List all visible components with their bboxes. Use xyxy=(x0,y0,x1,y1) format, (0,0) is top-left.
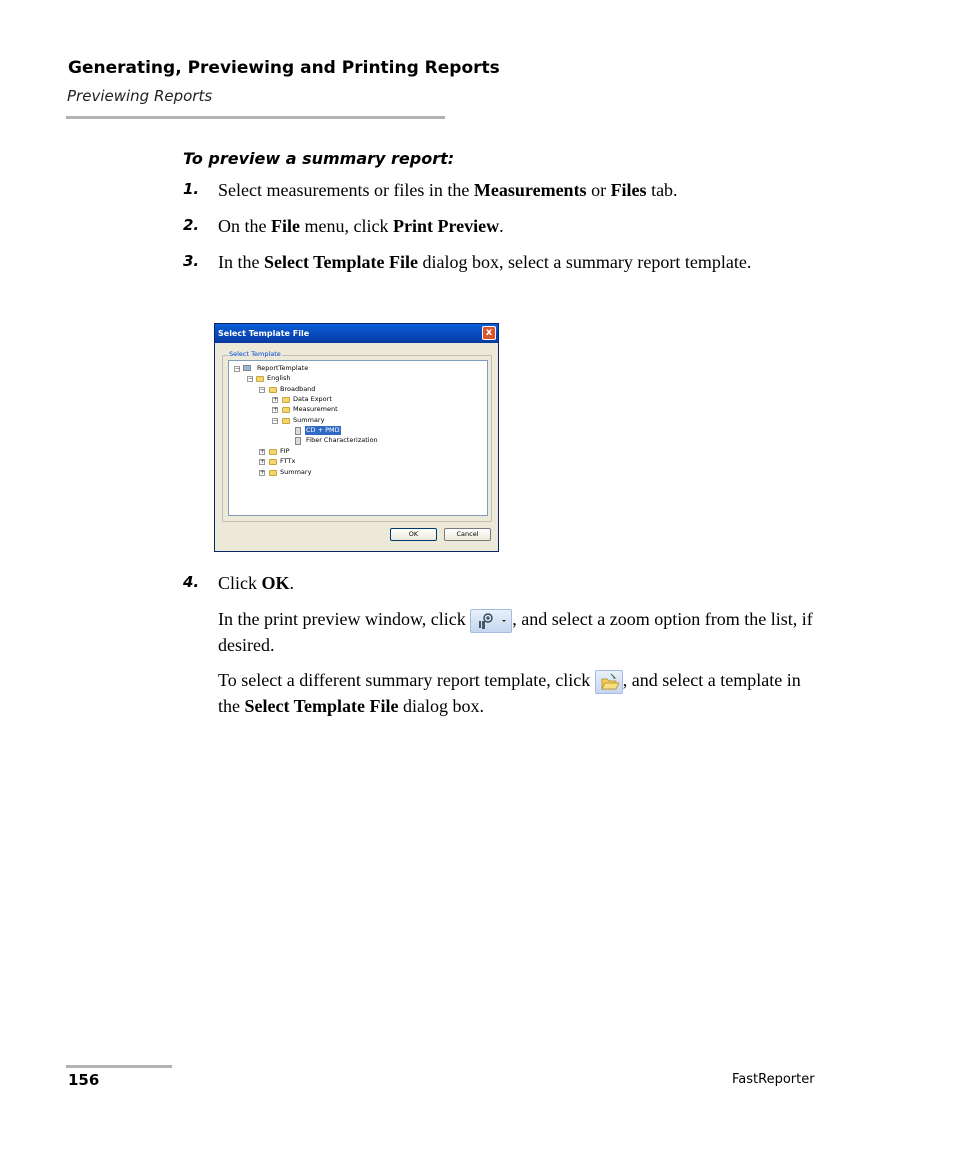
zoom-note: In the print preview window, click , and select a zoom option from the list, if desired. xyxy=(218,609,813,655)
zoom-button-icon[interactable] xyxy=(470,609,512,633)
template-note: To select a different summary report template, click , and select a template in the Select Template File dialog box. xyxy=(218,670,801,716)
root-icon xyxy=(243,365,251,371)
tree-node-summary-broadband[interactable]: Summary xyxy=(293,416,325,424)
tree-node-fttx[interactable]: FTTx xyxy=(280,457,296,465)
folder-icon xyxy=(282,407,290,413)
footer-rule xyxy=(66,1065,172,1068)
step-text-1: Select measurements or files in the Measurements or Files tab. xyxy=(218,180,678,200)
folder-icon xyxy=(269,459,277,465)
procedure-title: To preview a summary report: xyxy=(183,149,455,168)
step-number-3: 3. xyxy=(183,252,200,270)
ok-button[interactable]: OK xyxy=(390,528,437,541)
header-rule xyxy=(66,116,445,119)
expand-icon[interactable]: + xyxy=(273,396,279,403)
section-title: Previewing Reports xyxy=(67,87,213,105)
dialog-title: Select Template File xyxy=(218,329,310,338)
template-tree[interactable] xyxy=(228,360,488,516)
chapter-title: Generating, Previewing and Printing Reports xyxy=(68,58,500,78)
tree-node-summary[interactable]: Summary xyxy=(280,468,312,476)
tree-node-english[interactable]: English xyxy=(267,374,291,382)
tree-node-broadband[interactable]: Broadband xyxy=(280,385,316,393)
select-template-dialog xyxy=(214,323,499,552)
folder-icon xyxy=(256,376,264,382)
folder-icon xyxy=(282,418,290,424)
product-name: FastReporter xyxy=(732,1072,815,1087)
tree-node-root[interactable]: ReportTemplate xyxy=(257,364,309,372)
step-number-1: 1. xyxy=(183,180,200,198)
cancel-button[interactable]: Cancel xyxy=(444,528,491,541)
folder-icon xyxy=(269,387,277,393)
template-file-icon xyxy=(295,427,301,435)
folder-icon xyxy=(269,449,277,455)
step-number-2: 2. xyxy=(183,216,200,234)
expand-icon[interactable]: + xyxy=(260,448,266,455)
collapse-icon[interactable]: − xyxy=(273,417,279,424)
expand-icon[interactable]: + xyxy=(273,406,279,413)
open-folder-icon[interactable] xyxy=(595,670,623,694)
folder-icon xyxy=(282,397,290,403)
tree-node-data-export[interactable]: Data Export xyxy=(293,395,332,403)
template-file-icon xyxy=(295,437,301,445)
group-label: Select Template xyxy=(229,350,281,358)
expand-icon[interactable]: + xyxy=(260,469,266,476)
tree-node-measurement[interactable]: Measurement xyxy=(293,405,338,413)
collapse-icon[interactable]: − xyxy=(248,375,254,382)
tree-node-fip[interactable]: FIP xyxy=(280,447,290,455)
step-number-4: 4. xyxy=(183,573,200,591)
step-text-4: Click OK. xyxy=(218,573,295,593)
close-icon[interactable]: x xyxy=(482,326,496,340)
tree-node-fiber-characterization[interactable]: Fiber Characterization xyxy=(306,436,378,444)
expand-icon[interactable]: + xyxy=(260,458,266,465)
collapse-icon[interactable]: − xyxy=(235,365,241,372)
step-text-2: On the File menu, click Print Preview. xyxy=(218,216,504,236)
collapse-icon[interactable]: − xyxy=(260,386,266,393)
page-number: 156 xyxy=(68,1071,100,1089)
folder-icon xyxy=(269,470,277,476)
tree-node-cd-pmd[interactable]: CD + PMD xyxy=(306,426,340,434)
dialog-title-bar xyxy=(215,324,498,343)
step-text-3: In the Select Template File dialog box, select a summary report template. xyxy=(218,252,752,272)
